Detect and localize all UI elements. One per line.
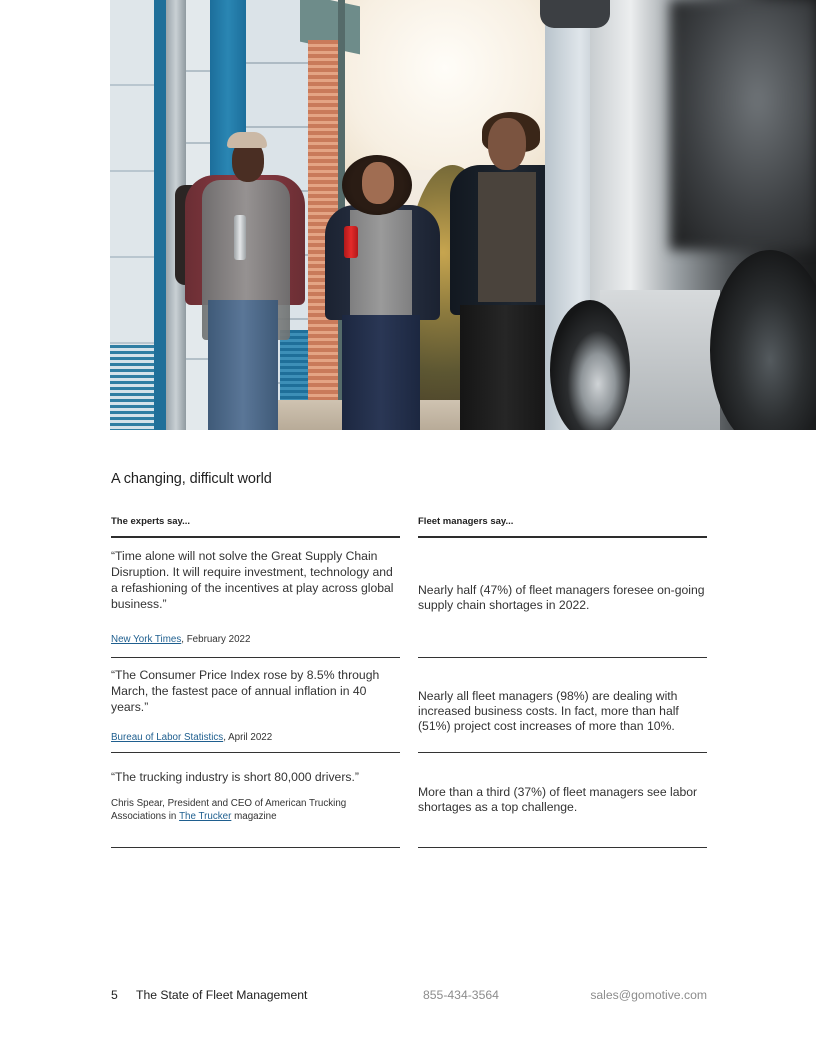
experts-header: The experts say... [111, 513, 400, 538]
expert-quote: “The trucking industry is short 80,000 drivers.” [111, 770, 359, 784]
hero-photo [110, 0, 816, 430]
quote-source [111, 633, 250, 646]
source-suffix: , April 2022 [223, 732, 273, 743]
expert-quote-row [111, 753, 400, 848]
source-link-nyt[interactable]: New York Times [111, 634, 182, 645]
source-suffix: , February 2022 [181, 634, 251, 645]
manager-stat: Nearly half (47%) of fleet managers foresee on-going supply chain shortages in 2022. [418, 583, 705, 612]
person-2-face [362, 162, 394, 204]
person-3-shirt [478, 172, 536, 302]
expert-quote-row [111, 538, 400, 658]
manager-stat-row [418, 753, 707, 848]
person-3-head [488, 118, 526, 170]
quote-source [111, 731, 272, 744]
section-title: A changing, difficult world [111, 471, 272, 487]
expert-quote: “Time alone will not solve the Great Supply Chain Disruption. It will require investment, technology and a refashioning of the incentives at play across global business.” [111, 549, 394, 611]
contact-phone[interactable]: 855-434-3564 [423, 988, 499, 1002]
person-1-cap [227, 132, 267, 148]
truck-mirror [540, 0, 610, 28]
building-post [154, 0, 166, 430]
source-link-bls[interactable]: Bureau of Labor Statistics [111, 732, 224, 743]
contact-email[interactable]: sales@gomotive.com [590, 988, 707, 1002]
person-3-pants [460, 305, 550, 430]
manager-stat-row [418, 658, 707, 753]
truck-wheel [550, 300, 630, 430]
truck-foreground-blur [670, 0, 816, 250]
source-suffix: magazine [231, 811, 277, 822]
expert-quote-row [111, 658, 400, 753]
managers-header: Fleet managers say... [418, 513, 707, 538]
manager-stat: More than a third (37%) of fleet managers see labor shortages as a top challenge. [418, 785, 698, 814]
page-footer [111, 988, 707, 1004]
experts-column [111, 513, 400, 848]
person-2-jeans [342, 315, 420, 430]
managers-column [418, 513, 707, 848]
person-1-bottle [234, 215, 246, 260]
document-title: The State of Fleet Management [136, 988, 308, 1002]
manager-stat: Nearly all fleet managers (98%) are dealing with increased business costs. In fact, more than half (51%) project cost increases of more than 10%. [418, 689, 679, 733]
person-2-sweater [350, 210, 412, 315]
quote-source [111, 797, 400, 823]
source-prefix: Chris Spear, President and CEO of American Trucking Associations in [111, 798, 347, 822]
expert-quote: “The Consumer Price Index rose by 8.5% through March, the fastest pace of annual inflation in 40 years.” [111, 668, 380, 714]
building-louver [280, 330, 308, 410]
person-2-red-cup [344, 226, 358, 258]
person-1-jeans [208, 300, 278, 430]
source-link-the-trucker[interactable]: The Trucker [179, 811, 232, 822]
manager-stat-row [418, 538, 707, 658]
page-number: 5 [111, 988, 118, 1002]
